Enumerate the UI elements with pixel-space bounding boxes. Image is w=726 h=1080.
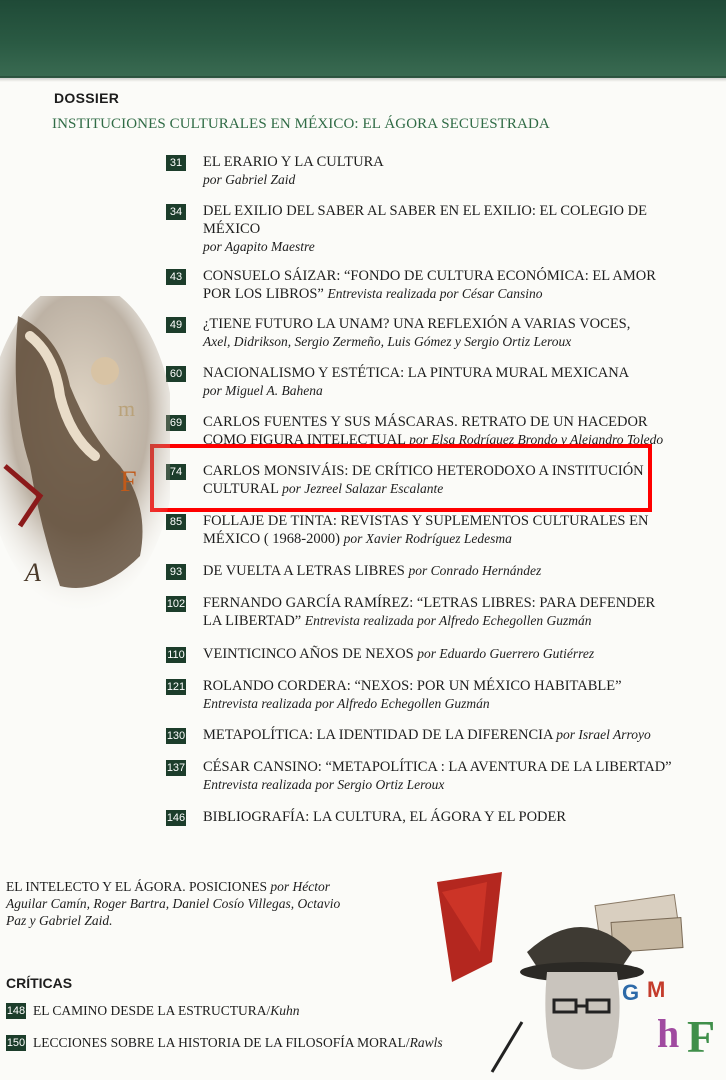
page-number: 93: [166, 564, 186, 580]
entry-title: CARLOS MONSIVÁIS: DE CRÍTICO HETERODOXO A INSTITUCIÓN CULTURAL: [203, 463, 644, 497]
toc-entry[interactable]: [166, 267, 672, 303]
page-number: 31: [166, 155, 186, 171]
intellect-authors: por Héctor Aguilar Camín, Roger Bartra, Daniel Cosío Villegas, Octavio Paz y Gabriel Zaid.: [6, 879, 341, 928]
collage-letter-f: F: [687, 1011, 716, 1062]
page-number: 121: [166, 681, 186, 693]
dossier-subtitle: INSTITUCIONES CULTURALES EN MÉXICO: EL ÁGORA SECUESTRADA: [52, 116, 550, 132]
criticas-title: LECCIONES SOBRE LA HISTORIA DE LA FILOSOFÍA MORAL/: [33, 1035, 410, 1050]
angel-collage-illustration: [0, 296, 170, 616]
entry-title: CONSUELO SÁIZAR: “FONDO DE CULTURA ECONÓMICA: EL AMOR POR LOS LIBROS”: [203, 268, 656, 302]
section-heading-criticas: CRÍTICAS: [6, 975, 73, 991]
page-number: 148: [6, 1005, 26, 1017]
intellect-section[interactable]: [6, 878, 346, 929]
toc-entry[interactable]: [166, 758, 672, 794]
entry-title: NACIONALISMO Y ESTÉTICA: LA PINTURA MURAL MEXICANA: [203, 365, 630, 381]
top-color-band: [0, 0, 726, 78]
svg-text:m: m: [118, 396, 136, 421]
entry-author: Axel, Didrikson, Sergio Zermeño, Luis Gómez y Sergio Ortiz Leroux: [203, 334, 572, 349]
toc-entry[interactable]: [166, 153, 672, 189]
entry-title: ¿TIENE FUTURO LA UNAM? UNA REFLEXIÓN A VARIAS VOCES,: [203, 316, 631, 332]
entry-author: por Agapito Maestre: [203, 239, 315, 254]
collage-letter-h: h: [657, 1011, 680, 1056]
page-number: 150: [6, 1037, 26, 1049]
toc-entry[interactable]: [166, 202, 672, 256]
section-heading-dossier: DOSSIER: [54, 90, 120, 106]
entry-title: BIBLIOGRAFÍA: LA CULTURA, EL ÁGORA Y EL PODER: [203, 809, 567, 825]
toc-entry[interactable]: [166, 562, 672, 580]
entry-title: CÉSAR CANSINO: “METAPOLÍTICA : LA AVENTURA DE LA LIBERTAD”: [203, 759, 672, 775]
entry-title: FOLLAJE DE TINTA: REVISTAS Y SUPLEMENTOS CULTURALES EN MÉXICO ( 1968-2000): [203, 513, 649, 547]
collage-letter-g: G: [622, 980, 640, 1005]
entry-title: DE VUELTA A LETRAS LIBRES: [203, 563, 405, 579]
entry-author: Entrevista realizada por Alfredo Echegollen Guzmán: [304, 613, 592, 628]
toc-entry[interactable]: [166, 726, 672, 744]
intellect-title: EL INTELECTO Y EL ÁGORA. POSICIONES: [6, 879, 267, 894]
page-number: 146: [166, 812, 186, 824]
toc-entry[interactable]: [166, 364, 672, 400]
page-number: 102: [166, 598, 186, 610]
toc-entry[interactable]: [166, 808, 672, 826]
page-number: 69: [166, 415, 186, 431]
page-number: 130: [166, 730, 186, 742]
entry-author: por Xavier Rodríguez Ledesma: [343, 531, 512, 546]
entry-author: por Conrado Hernández: [408, 563, 542, 578]
page-number: 49: [166, 317, 186, 333]
entry-author: por Jezreel Salazar Escalante: [282, 481, 444, 496]
entry-author: Entrevista realizada por Sergio Ortiz Leroux: [203, 777, 445, 792]
criticas-author: Kuhn: [270, 1003, 300, 1018]
toc-entry[interactable]: [166, 645, 672, 663]
entry-author: por Eduardo Guerrero Gutiérrez: [417, 646, 595, 661]
entry-author: Entrevista realizada por César Cansino: [327, 286, 543, 301]
svg-text:A: A: [25, 558, 41, 587]
entry-title: DEL EXILIO DEL SABER AL SABER EN EL EXILIO: EL COLEGIO DE MÉXICO: [203, 203, 647, 237]
page-number: 74: [166, 464, 186, 480]
entry-title: ROLANDO CORDERA: “NEXOS: POR UN MÉXICO HABITABLE”: [203, 678, 622, 694]
entry-author: Entrevista realizada por Alfredo Echegollen Guzmán: [203, 696, 490, 711]
highlight-box: [150, 444, 652, 512]
criticas-entry[interactable]: [6, 1035, 446, 1051]
page-number: 110: [167, 649, 185, 661]
entry-author: por Gabriel Zaid: [203, 172, 296, 187]
collage-letter-m: M: [647, 977, 666, 1002]
entry-title: FERNANDO GARCÍA RAMÍREZ: “LETRAS LIBRES: PARA DEFENDER LA LIBERTAD”: [203, 595, 656, 629]
portrait-collage-illustration: [432, 872, 726, 1080]
toc-entry[interactable]: [166, 315, 672, 351]
entry-title: VEINTICINCO AÑOS DE NEXOS: [203, 646, 414, 662]
toc-entry[interactable]: [166, 594, 672, 630]
page-number: 43: [166, 269, 186, 285]
entry-author: por Israel Arroyo: [556, 727, 651, 742]
entry-title: METAPOLÍTICA: LA IDENTIDAD DE LA DIFERENCIA: [203, 727, 553, 743]
page-number: 60: [166, 366, 186, 382]
criticas-entry[interactable]: [6, 1003, 446, 1019]
criticas-author: Rawls: [409, 1035, 443, 1050]
entry-author: por Elsa Rodríguez Brondo y Alejandro Toledo: [409, 432, 664, 447]
page-number: 137: [166, 762, 186, 774]
toc-entry[interactable]: [166, 677, 672, 713]
svg-text:F: F: [120, 465, 137, 498]
entry-title: CARLOS FUENTES Y SUS MÁSCARAS. RETRATO DE UN HACEDOR COMO FIGURA INTELECTUAL: [203, 414, 648, 448]
criticas-title: EL CAMINO DESDE LA ESTRUCTURA/: [33, 1003, 271, 1018]
page-number: 85: [166, 514, 186, 530]
toc-entry[interactable]: [166, 512, 672, 548]
entry-author: por Miguel A. Bahena: [203, 383, 323, 398]
entry-title: EL ERARIO Y LA CULTURA: [203, 154, 384, 170]
page-number: 34: [166, 204, 186, 220]
